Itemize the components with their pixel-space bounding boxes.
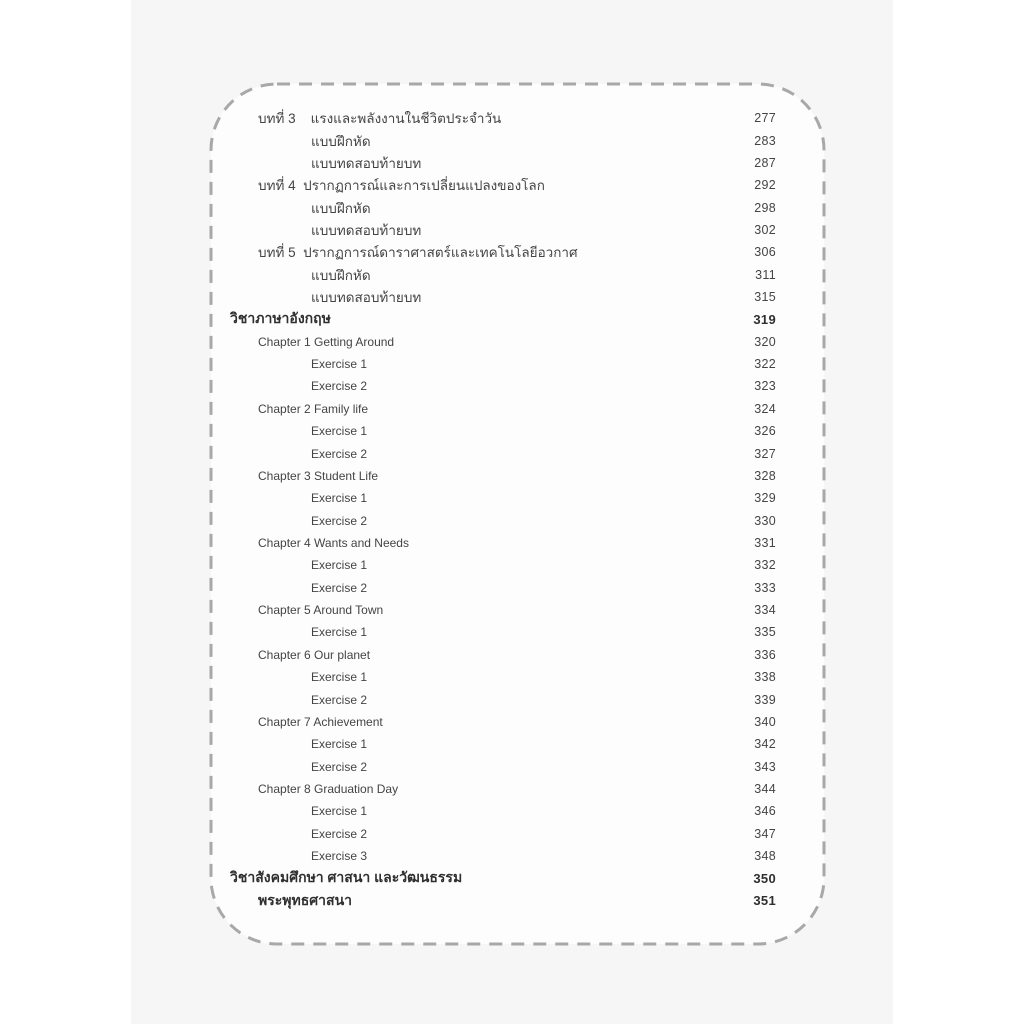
toc-entry-title: Exercise 2	[311, 379, 368, 394]
toc-row	[211, 554, 776, 576]
toc-row	[211, 755, 776, 777]
toc-row	[211, 353, 776, 375]
toc-entry-title: แบบฝึกหัด	[311, 133, 371, 149]
toc-row	[211, 308, 776, 330]
toc-row	[211, 688, 776, 710]
toc-entry-page-number: 346	[754, 804, 776, 819]
toc-entry-title: Chapter 7 Achievement	[258, 714, 383, 729]
toc-entry-page-number: 322	[754, 357, 776, 372]
toc-row	[211, 577, 776, 599]
toc-entry-page-number: 336	[754, 647, 776, 662]
toc-entry-title: Exercise 3	[311, 849, 368, 864]
toc-entry-title: บทที่ 5 ปรากฏการณ์ดาราศาสตร์และเทคโนโลยีอวกาศ	[258, 245, 578, 261]
toc-row	[211, 398, 776, 420]
toc-entry-page-number: 306	[754, 245, 776, 260]
toc-entry-title: Chapter 6 Our planet	[258, 647, 371, 662]
toc-entry-page-number: 347	[754, 826, 776, 841]
toc-entry-title: พระพุทธศาสนา	[258, 891, 352, 908]
toc-row	[211, 509, 776, 531]
toc-entry-page-number: 302	[754, 222, 776, 237]
toc-entry-title: Exercise 1	[311, 670, 368, 685]
toc-entry-page-number: 335	[754, 625, 776, 640]
toc-entry-page-number: 343	[754, 759, 776, 774]
toc-entry-title: Exercise 2	[311, 759, 368, 774]
toc-row	[211, 442, 776, 464]
toc-entry-title: Exercise 1	[311, 491, 368, 506]
toc-row	[211, 778, 776, 800]
toc-entry-title: แบบทดสอบท้ายบท	[311, 290, 422, 306]
toc-entry-title: Chapter 1 Getting Around	[258, 334, 395, 349]
toc-row	[211, 890, 776, 912]
toc-entry-page-number: 292	[754, 178, 776, 193]
toc-row	[211, 666, 776, 688]
toc-entry-title: Exercise 1	[311, 804, 368, 819]
toc-entry-page-number: 351	[753, 893, 776, 909]
toc-entry-page-number: 332	[754, 558, 776, 573]
toc-entry-title: แบบทดสอบท้ายบท	[311, 222, 422, 238]
toc-list	[211, 107, 824, 912]
toc-entry-title: Chapter 8 Graduation Day	[258, 781, 399, 796]
toc-entry-page-number: 342	[754, 737, 776, 752]
toc-entry-page-number: 277	[754, 111, 776, 126]
toc-entry-page-number: 287	[754, 155, 776, 170]
toc-entry-page-number: 331	[754, 536, 776, 550]
toc-entry-title: แบบฝึกหัด	[311, 200, 371, 216]
toc-entry-page-number: 340	[754, 714, 776, 729]
toc-entry-page-number: 327	[754, 446, 776, 461]
toc-row	[211, 823, 776, 845]
toc-row	[211, 286, 776, 308]
toc-entry-title: Exercise 1	[311, 357, 368, 372]
toc-row	[211, 331, 776, 353]
toc-entry-page-number: 319	[753, 311, 776, 327]
toc-row	[211, 219, 776, 241]
toc-row	[211, 107, 776, 129]
toc-entry-title: แบบทดสอบท้ายบท	[311, 155, 422, 171]
toc-entry-title: Exercise 2	[311, 692, 368, 707]
toc-entry-title: Exercise 1	[311, 625, 368, 640]
toc-row	[211, 532, 776, 554]
toc-entry-page-number: 283	[754, 133, 776, 148]
toc-entry-page-number: 333	[754, 580, 776, 595]
toc-row	[211, 867, 776, 889]
toc-entry-page-number: 323	[754, 379, 776, 394]
toc-row	[211, 196, 776, 218]
toc-entry-title: Exercise 2	[311, 580, 368, 595]
toc-entry-title: Exercise 2	[311, 446, 368, 461]
toc-entry-page-number: 339	[754, 692, 776, 707]
toc-row	[211, 487, 776, 509]
toc-entry-page-number: 348	[754, 849, 776, 864]
toc-entry-page-number: 334	[754, 603, 776, 618]
toc-entry-page-number: 329	[754, 491, 776, 506]
toc-entry-title: Chapter 2 Family life	[258, 401, 369, 416]
toc-entry-page-number: 326	[754, 424, 776, 439]
toc-row	[211, 644, 776, 666]
toc-entry-title: Exercise 1	[311, 424, 368, 439]
toc-entry-title: วิชาภาษาอังกฤษ	[230, 310, 331, 327]
toc-row	[211, 174, 776, 196]
toc-row	[211, 800, 776, 822]
toc-entry-title: Exercise 2	[311, 513, 368, 528]
toc-row	[211, 845, 776, 867]
toc-entry-title: Exercise 2	[311, 826, 368, 841]
toc-entry-page-number: 324	[754, 401, 776, 416]
toc-entry-page-number: 350	[753, 870, 776, 886]
toc-entry-title: Exercise 1	[311, 737, 368, 752]
toc-row	[211, 375, 776, 397]
toc-entry-page-number: 328	[754, 468, 776, 483]
toc-row	[211, 241, 776, 263]
toc-entry-title: Chapter 5 Around Town	[258, 603, 384, 618]
toc-entry-title: Chapter 4 Wants and Needs	[258, 536, 409, 550]
toc-row	[211, 129, 776, 151]
toc-entry-title: วิชาสังคมศึกษา ศาสนา และวัฒนธรรม	[230, 869, 463, 886]
toc-row	[211, 733, 776, 755]
toc-row	[211, 599, 776, 621]
toc-entry-title: บทที่ 4 ปรากฏการณ์และการเปลี่ยนแปลงของโลก	[258, 178, 545, 194]
toc-entry-page-number: 298	[754, 200, 776, 215]
toc-row	[211, 711, 776, 733]
toc-entry-page-number: 338	[754, 670, 776, 685]
toc-entry-page-number: 311	[755, 267, 776, 282]
toc-entry-title: บทที่ 3 แรงและพลังงานในชีวิตประจำวัน	[258, 111, 502, 127]
toc-entry-page-number: 315	[754, 290, 776, 305]
toc-entry-title: Chapter 3 Student Life	[258, 468, 379, 483]
book-page-sheet	[131, 0, 893, 1024]
toc-entry-page-number: 330	[754, 513, 776, 528]
toc-row	[211, 152, 776, 174]
toc-entry-page-number: 344	[754, 781, 776, 796]
toc-row	[211, 621, 776, 643]
toc-entry-page-number: 320	[754, 334, 776, 349]
toc-row	[211, 465, 776, 487]
toc-row	[211, 264, 776, 286]
toc-entry-title: Exercise 1	[311, 558, 368, 573]
toc-entry-title: แบบฝึกหัด	[311, 267, 371, 283]
toc-row	[211, 420, 776, 442]
